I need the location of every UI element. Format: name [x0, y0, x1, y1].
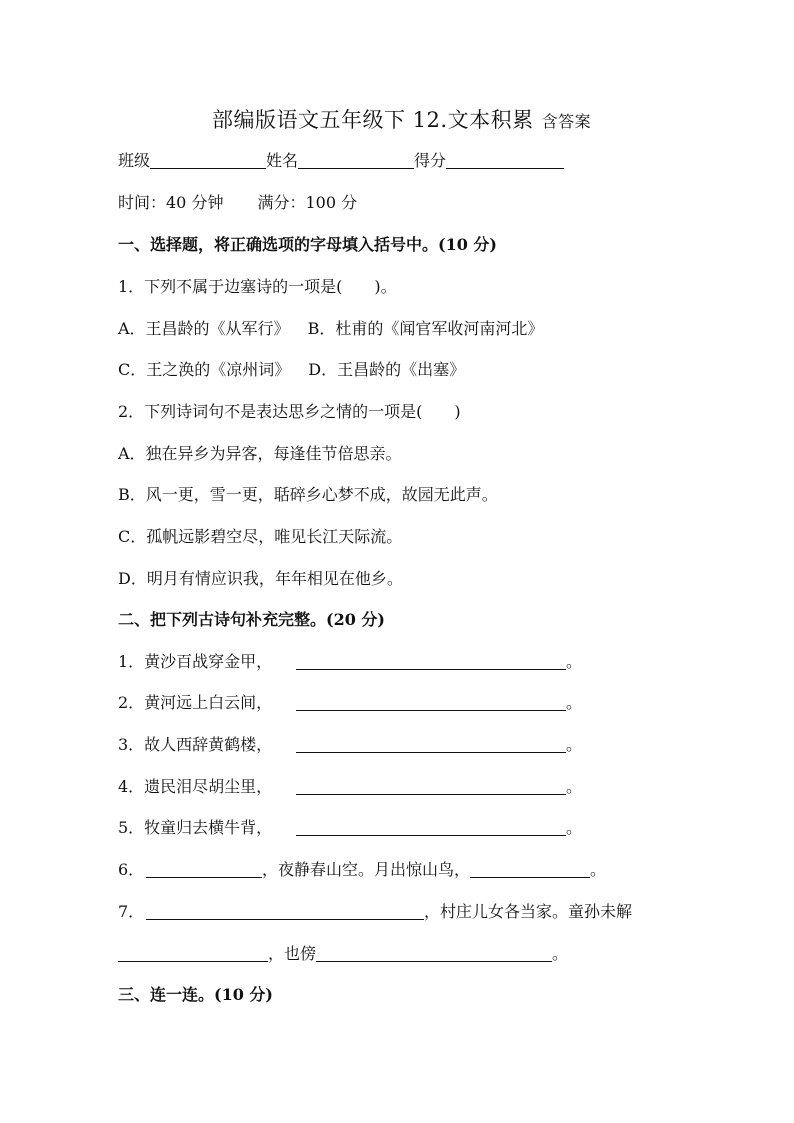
- q2-option-d: D．明月有情应识我，年年相见在他乡。: [118, 569, 403, 588]
- q2-stem: 2．下列诗词句不是表达思乡之情的一项是( ): [118, 402, 461, 421]
- fill-item-1-stem: 1．黄沙百战穿金甲，: [118, 652, 273, 671]
- score-label: 得分: [414, 151, 447, 170]
- q1-stem: 1．下列不属于边塞诗的一项是( )。: [118, 277, 397, 296]
- fill-item-5-blank[interactable]: [296, 819, 566, 836]
- fill-item-6: [118, 857, 606, 880]
- fill-item: [118, 774, 582, 797]
- q2-option-b: B．风一更，雪一更，聒碎乡心梦不成，故园无此声。: [118, 485, 498, 504]
- section2-heading: 二、把下列古诗句补充完整。(20 分): [118, 610, 385, 629]
- fill-item-6-blank-2[interactable]: [470, 861, 590, 878]
- fill-item-7-blank-1[interactable]: [146, 903, 424, 920]
- q1-option-b: B．杜甫的《闻官军收河南河北》: [307, 319, 544, 338]
- fill-item: [118, 690, 582, 713]
- fill-item-4-stem: 4．遗民泪尽胡尘里，: [118, 777, 273, 796]
- q1-option-a: A．王昌龄的《从军行》: [118, 319, 290, 338]
- fill-item-2-blank[interactable]: [296, 694, 566, 711]
- fill-item-6-blank-1[interactable]: [146, 861, 262, 878]
- fill-item-6-mid: ，夜静春山空。月出惊山鸟，: [262, 860, 471, 879]
- q2-option-c: C．孤帆远影碧空尽，唯见长江天际流。: [118, 527, 403, 546]
- fill-item-1-end: 。: [566, 652, 583, 671]
- title-main: 部编版语文五年级下 12.文本积累: [212, 108, 534, 132]
- fill-item-7-end: 。: [552, 944, 569, 963]
- fill-item-6-end: 。: [590, 860, 607, 879]
- fill-item-6-num: 6．: [118, 860, 145, 879]
- time-line: [118, 190, 357, 213]
- name-blank[interactable]: [298, 152, 414, 169]
- fill-item: [118, 732, 582, 755]
- full-score: 满分：100 分: [257, 193, 358, 212]
- fill-item-7-blank-2[interactable]: [118, 945, 268, 962]
- fill-item-3-end: 。: [566, 735, 583, 754]
- fill-item-3-blank[interactable]: [296, 736, 566, 753]
- fill-item-7-blank-3[interactable]: [316, 945, 552, 962]
- title-suffix: 含答案: [541, 112, 592, 131]
- q1-option-d: D．王昌龄的《出塞》: [308, 360, 466, 379]
- section1-heading: 一、选择题，将正确选项的字母填入括号中。(10 分): [118, 235, 497, 254]
- fill-item-1-blank[interactable]: [296, 653, 566, 670]
- fill-item-3-stem: 3．故人西辞黄鹤楼，: [118, 735, 273, 754]
- fill-item-7-mid2: ，也傍: [268, 944, 317, 963]
- fill-item-4-end: 。: [566, 777, 583, 796]
- q1-option-c: C．王之涣的《凉州词》: [118, 360, 291, 379]
- class-blank[interactable]: [150, 152, 266, 169]
- name-label: 姓名: [266, 151, 299, 170]
- time-limit: 时间：40 分钟: [118, 193, 224, 212]
- class-label: 班级: [118, 151, 151, 170]
- q1-options-row1: [118, 316, 543, 339]
- q2-option-a: A．独在异乡为异客，每逢佳节倍思亲。: [118, 444, 402, 463]
- fill-item-5-stem: 5．牧童归去横牛背，: [118, 818, 273, 837]
- page-title: [212, 104, 591, 134]
- fill-item-7-line1: [118, 899, 632, 922]
- fill-item-7-num: 7．: [118, 902, 145, 921]
- header-fields: [118, 148, 564, 171]
- fill-item-2-stem: 2．黄河远上白云间，: [118, 693, 273, 712]
- score-blank[interactable]: [446, 152, 564, 169]
- fill-item-7-line2: [118, 941, 568, 964]
- fill-item: [118, 649, 582, 672]
- fill-item: [118, 815, 582, 838]
- fill-item-2-end: 。: [566, 693, 583, 712]
- fill-item-4-blank[interactable]: [296, 778, 566, 795]
- section3-heading: 三、连一连。(10 分): [118, 985, 273, 1004]
- fill-item-5-end: 。: [566, 818, 583, 837]
- fill-item-7-mid: ，村庄儿女各当家。童孙未解: [424, 902, 633, 921]
- q1-options-row2: [118, 357, 465, 380]
